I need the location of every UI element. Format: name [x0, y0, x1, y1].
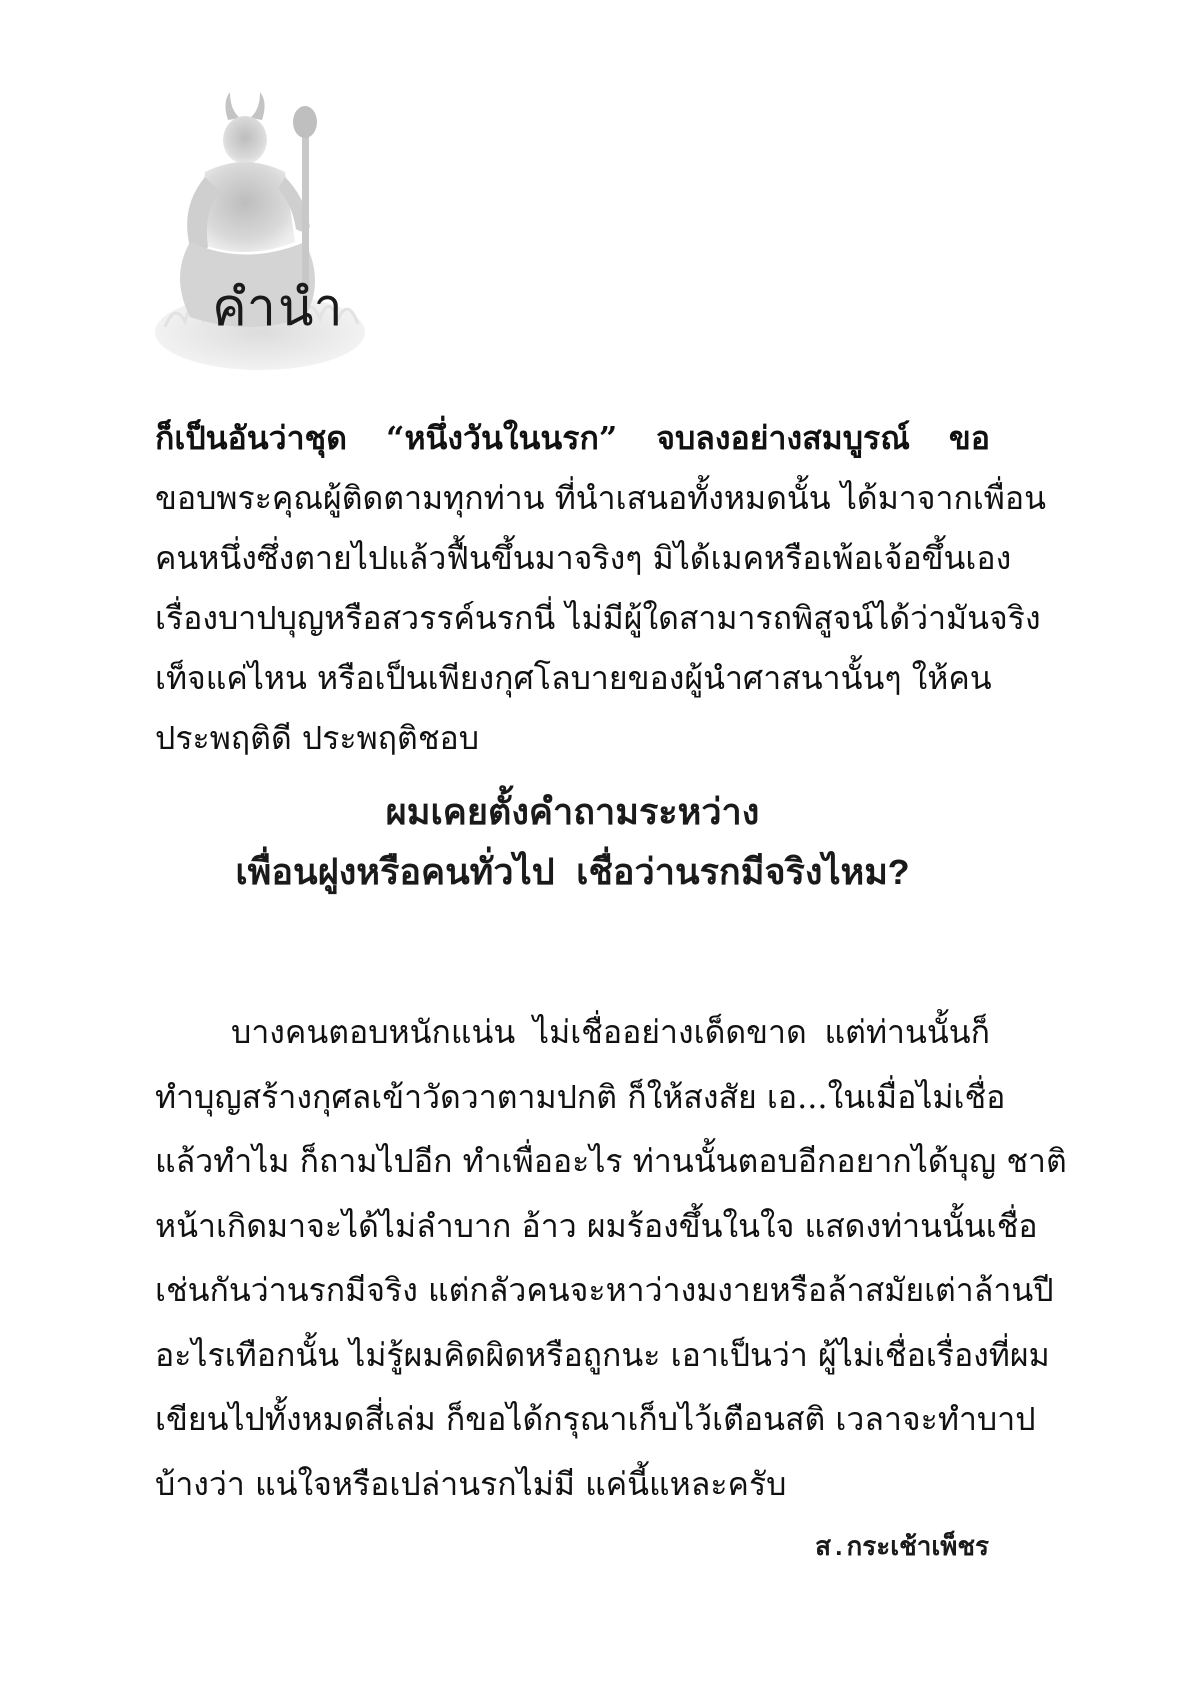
- intro-paragraph: [155, 408, 1046, 768]
- body-line: แล้วทำไม ก็ถามไปอีก ทำเพื่ออะไร ท่านนั้นตอบอีกอยากได้บุญ ชาติ: [155, 1142, 1067, 1180]
- demon-guardian-icon: [150, 92, 380, 392]
- intro-line: เท็จแค่ไหน หรือเป็นเพียงกุศโลบายของผู้นำศาสนานั้นๆ ให้คน: [155, 659, 992, 697]
- intro-line: ประพฤติดี ประพฤติชอบ: [155, 719, 480, 757]
- author-signature: ส.กระเช้าเพ็ชร: [815, 1533, 989, 1563]
- body-line: ทำบุญสร้างกุศลเข้าวัดวาตามปกติ ก็ให้สงสัย เอ...ในเมื่อไม่เชื่อ: [155, 1077, 1006, 1116]
- body-line: หน้าเกิดมาจะได้ไม่ลำบาก อ้าว ผมร้องขึ้นในใจ แสดงท่านนั้นเชื่อ: [155, 1206, 1038, 1245]
- body-line: บ้างว่า แน่ใจหรือเปล่านรกไม่มี แค่นี้แหละครับ: [155, 1464, 787, 1503]
- question-line: เพื่อนฝูงหรือคนทั่วไป เชื่อว่านรกมีจริงไหม?: [235, 854, 910, 895]
- intro-line: คนหนึ่งซึ่งตายไปแล้วฟื้นขึ้นมาจริงๆ มิได้เมคหรือเพ้อเจ้อขึ้นเอง: [155, 539, 1012, 577]
- body-line: อะไรเทือกนั้น ไม่รู้ผมคิดผิดหรือถูกนะ เอาเป็นว่า ผู้ไม่เชื่อเรื่องที่ผม: [155, 1335, 1050, 1374]
- body-line: เขียนไปทั้งหมดสี่เล่ม ก็ขอได้กรุณาเก็บไว้เตือนสติ เวลาจะทำบาป: [155, 1400, 1036, 1438]
- body-paragraph: [155, 1000, 1067, 1516]
- question-heading: [155, 785, 990, 905]
- intro-line: ก็เป็นอันว่าชุด “หนึ่งวันในนรก” จบลงอย่างสมบูรณ์ ขอ: [155, 419, 990, 457]
- question-line: ผมเคยตั้งคำถามระหว่าง: [385, 794, 760, 835]
- body-line: บางคนตอบหนักแน่น ไม่เชื่ออย่างเด็ดขาด แต่ท่านนั้นก็: [231, 1013, 990, 1051]
- intro-line: ขอบพระคุณผู้ติดตามทุกท่าน ที่นำเสนอทั้งหมดนั้น ได้มาจากเพื่อน: [155, 479, 1046, 517]
- page-title: คำนำ: [212, 279, 345, 337]
- demon-guardian-silhouette: [150, 92, 380, 392]
- intro-line: เรื่องบาปบุญหรือสวรรค์นรกนี่ ไม่มีผู้ใดสามารถพิสูจน์ได้ว่ามันจริง: [155, 599, 1041, 637]
- body-line: เช่นกันว่านรกมีจริง แต่กลัวคนจะหาว่างมงายหรือล้าสมัยเต่าล้านปี: [155, 1271, 1054, 1309]
